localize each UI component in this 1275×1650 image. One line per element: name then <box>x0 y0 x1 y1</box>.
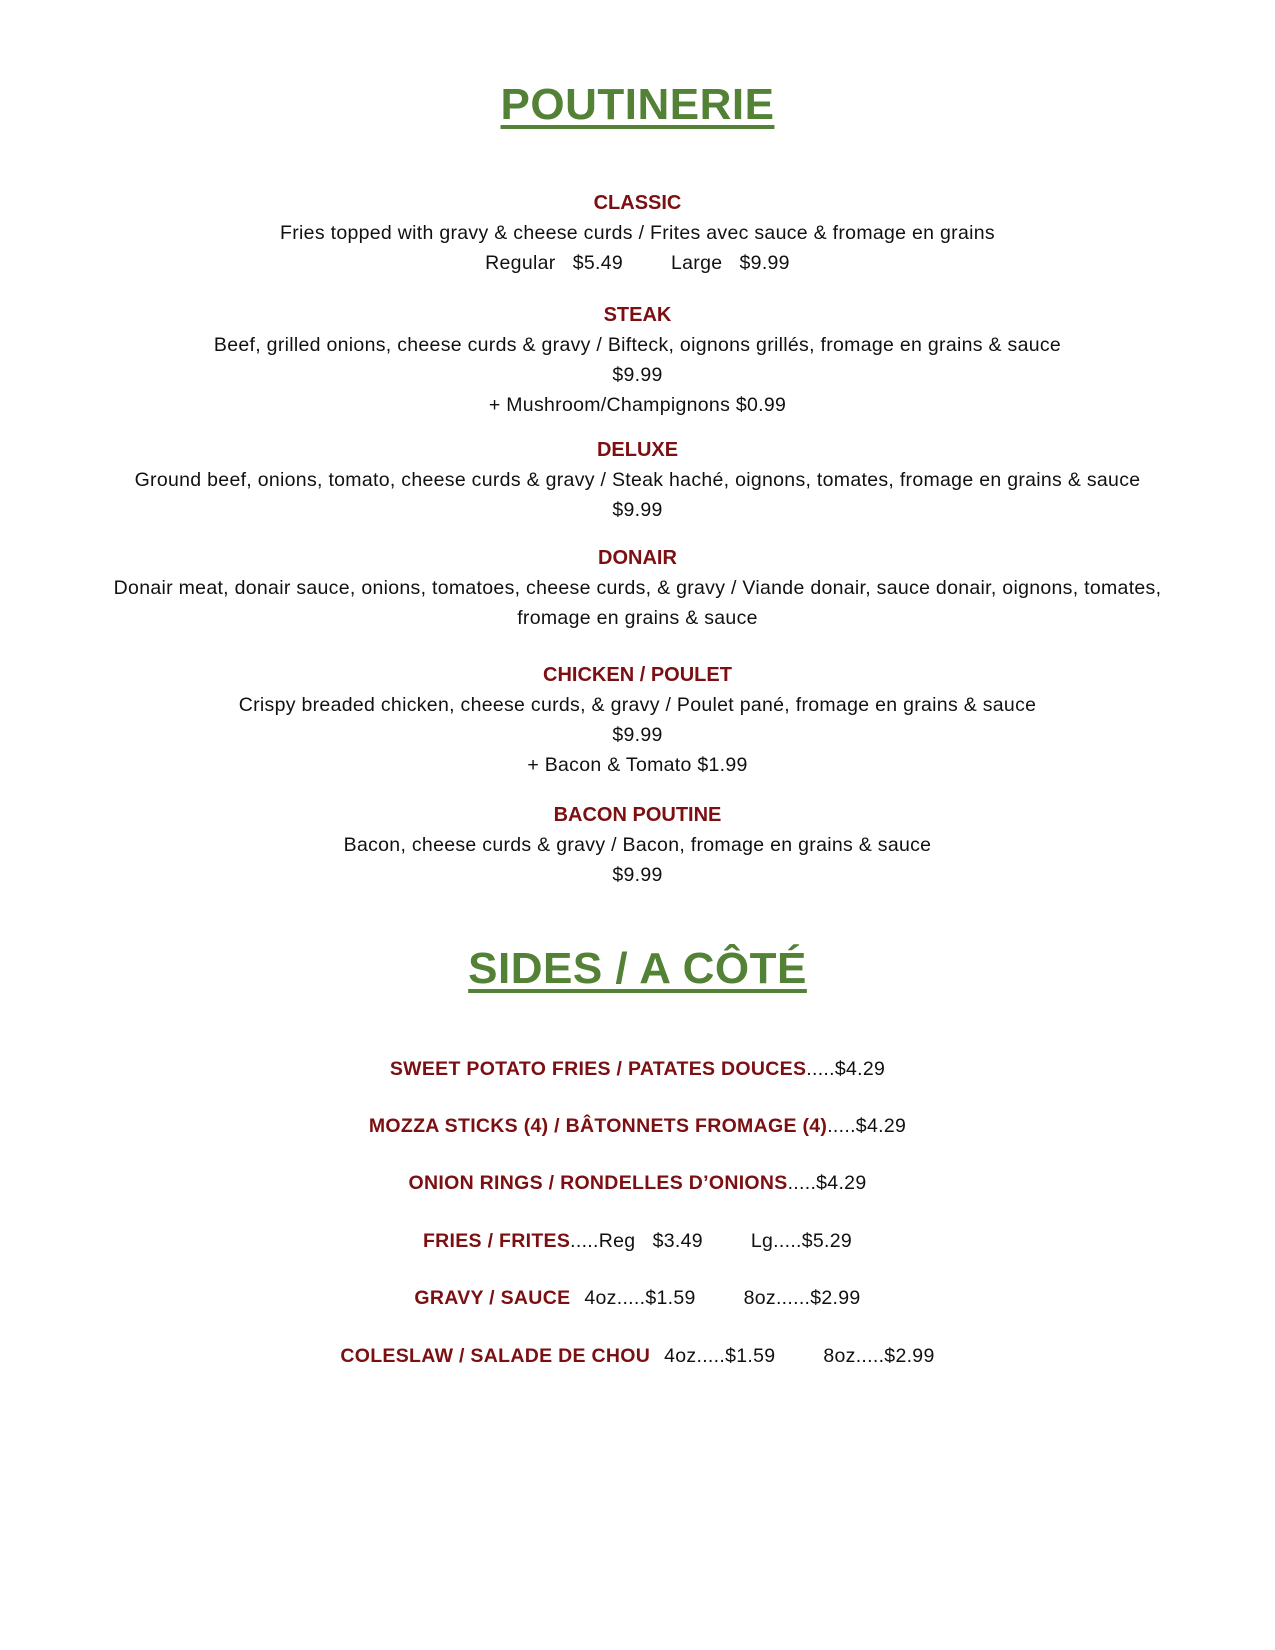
side-name: GRAVY / SAUCE <box>414 1287 571 1309</box>
item-description: Fries topped with gravy & cheese curds / Frites avec sauce & fromage en grains <box>280 222 995 244</box>
item-title: DONAIR <box>598 547 677 569</box>
item-description: Crispy breaded chicken, cheese curds, & gravy / Poulet pané, fromage en grains & sauce <box>238 694 1037 716</box>
item-description-line-2: fromage en grains & sauce <box>517 607 758 629</box>
side-name: COLESLAW / SALADE DE CHOU <box>340 1345 651 1367</box>
side-name: MOZZA STICKS (4) / BÂTONNETS FROMAGE (4) <box>368 1115 828 1137</box>
item-description: Ground beef, onions, tomato, cheese curds & gravy / Steak haché, oignons, tomates, fromage en grains & sauce <box>134 469 1141 491</box>
menu-item-chicken <box>40 660 1235 780</box>
side-name: SWEET POTATO FRIES / PATATES DOUCES <box>389 1058 807 1080</box>
item-description: Beef, grilled onions, cheese curds & gravy / Bifteck, oignons grillés, fromage en grains & sauce <box>213 334 1062 356</box>
poutinerie-heading: POUTINERIE <box>500 80 775 129</box>
item-title: DELUXE <box>596 439 679 461</box>
item-prices <box>40 248 1235 278</box>
side-item-gravy <box>0 1283 1275 1313</box>
item-title: CHICKEN / POULET <box>543 664 732 686</box>
menu-item-deluxe <box>40 435 1235 525</box>
side-price: .....$4.29 <box>827 1115 907 1137</box>
side-price-small: 4oz.....$1.59 <box>584 1287 696 1309</box>
item-price: $9.99 <box>612 499 663 521</box>
price-large: Large $9.99 <box>671 252 790 274</box>
side-name: ONION RINGS / RONDELLES D’ONIONS <box>408 1172 788 1194</box>
item-price: $9.99 <box>612 864 663 886</box>
side-item-coleslaw <box>0 1341 1275 1371</box>
side-price-large: 8oz......$2.99 <box>743 1287 861 1309</box>
sides-heading: SIDES / A CÔTÉ <box>468 944 807 993</box>
item-price: $9.99 <box>612 724 663 746</box>
side-price-large: Lg.....$5.29 <box>750 1230 853 1252</box>
side-item-mozza-sticks <box>0 1111 1275 1141</box>
item-addon: + Bacon & Tomato $1.99 <box>527 754 748 776</box>
item-description-line-1: Donair meat, donair sauce, onions, tomatoes, cheese curds, & gravy / Viande donair, sauce donair, oignons, tomates, <box>113 577 1162 599</box>
side-price-small: 4oz.....$1.59 <box>664 1345 776 1367</box>
menu-item-bacon-poutine <box>40 800 1235 890</box>
side-price-large: 8oz.....$2.99 <box>823 1345 935 1367</box>
item-title: BACON POUTINE <box>553 804 722 826</box>
price-regular: Regular $5.49 <box>485 252 623 274</box>
side-price-regular: .....Reg $3.49 <box>570 1230 703 1252</box>
item-title: CLASSIC <box>593 192 682 214</box>
menu-item-classic <box>40 188 1235 278</box>
menu-item-steak <box>40 300 1235 420</box>
item-price: $9.99 <box>612 364 663 386</box>
side-item-sweet-potato-fries <box>0 1054 1275 1084</box>
side-item-onion-rings <box>0 1168 1275 1198</box>
side-price: .....$4.29 <box>787 1172 867 1194</box>
item-title: STEAK <box>603 304 672 326</box>
side-item-fries <box>0 1226 1275 1256</box>
side-price: .....$4.29 <box>806 1058 886 1080</box>
side-name: FRIES / FRITES <box>422 1230 571 1252</box>
item-description: Bacon, cheese curds & gravy / Bacon, fromage en grains & sauce <box>343 834 932 856</box>
item-addon: + Mushroom/Champignons $0.99 <box>488 394 787 416</box>
menu-item-donair <box>40 543 1235 633</box>
